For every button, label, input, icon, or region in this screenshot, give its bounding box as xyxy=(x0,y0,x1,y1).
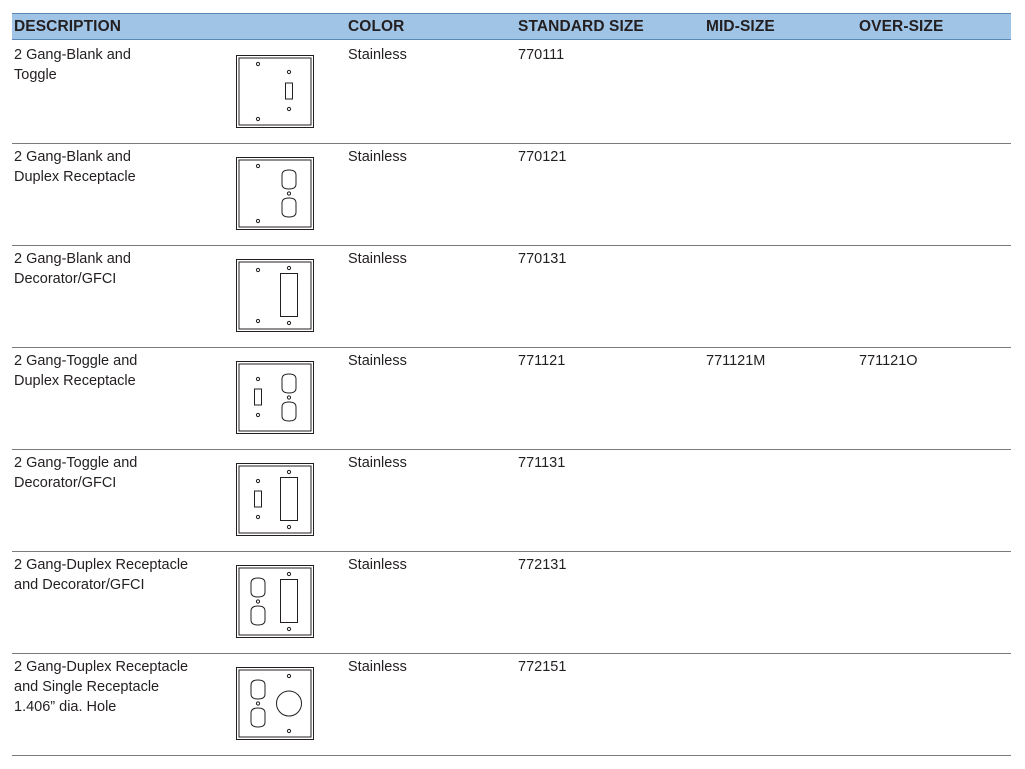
header-color: COLOR xyxy=(348,18,405,35)
row-standard-size: 771131 xyxy=(518,455,566,471)
blank-toggle-plate-icon xyxy=(236,55,314,128)
row-description: 2 Gang-Blank and Decorator/GFCI xyxy=(14,251,131,287)
row-description: 2 Gang-Duplex Receptacle and Decorator/GFCI xyxy=(14,557,189,593)
row-description: 2 Gang-Toggle and Duplex Receptacle xyxy=(14,353,138,389)
row-standard-size: 770111 xyxy=(518,47,565,63)
row-description: 2 Gang-Toggle and Decorator/GFCI xyxy=(14,455,138,491)
row-standard-size: 770131 xyxy=(518,251,567,267)
row-color: Stainless xyxy=(348,659,407,675)
row-color: Stainless xyxy=(348,353,407,369)
row-description: 2 Gang-Blank and Toggle xyxy=(14,47,131,83)
header-standard-size: STANDARD SIZE xyxy=(518,18,644,35)
row-color: Stainless xyxy=(348,47,407,63)
duplex-decorator-plate-icon xyxy=(236,565,314,638)
toggle-duplex-plate-icon xyxy=(236,361,314,434)
header-over-size: OVER-SIZE xyxy=(859,18,944,35)
row-color: Stainless xyxy=(348,557,407,573)
header-description: DESCRIPTION xyxy=(14,18,122,35)
row-standard-size: 770121 xyxy=(518,149,567,165)
table-row xyxy=(12,143,1011,245)
table-row xyxy=(12,449,1011,551)
row-color: Stainless xyxy=(348,251,407,267)
table-row xyxy=(12,347,1011,449)
table-row xyxy=(12,653,1011,755)
table-row xyxy=(12,41,1011,143)
toggle-decorator-plate-icon xyxy=(236,463,314,536)
blank-duplex-plate-icon xyxy=(236,157,314,230)
table-row xyxy=(12,551,1011,653)
row-description: 2 Gang-Duplex Receptacle and Single Receptacle 1.406” dia. Hole xyxy=(14,659,189,715)
header-mid-size: MID-SIZE xyxy=(706,18,775,35)
row-mid-size: 771121M xyxy=(706,353,766,369)
table-row xyxy=(12,245,1011,347)
duplex-single-plate-icon xyxy=(236,667,314,740)
blank-decorator-plate-icon xyxy=(236,259,314,332)
row-description: 2 Gang-Blank and Duplex Receptacle xyxy=(14,149,136,185)
row-standard-size: 772151 xyxy=(518,659,567,675)
row-color: Stainless xyxy=(348,149,407,165)
row-standard-size: 771121 xyxy=(518,353,566,369)
row-standard-size: 772131 xyxy=(518,557,567,573)
row-over-size: 771121O xyxy=(859,353,918,369)
table-header xyxy=(12,13,1011,40)
row-divider xyxy=(12,755,1011,756)
row-color: Stainless xyxy=(348,455,407,471)
